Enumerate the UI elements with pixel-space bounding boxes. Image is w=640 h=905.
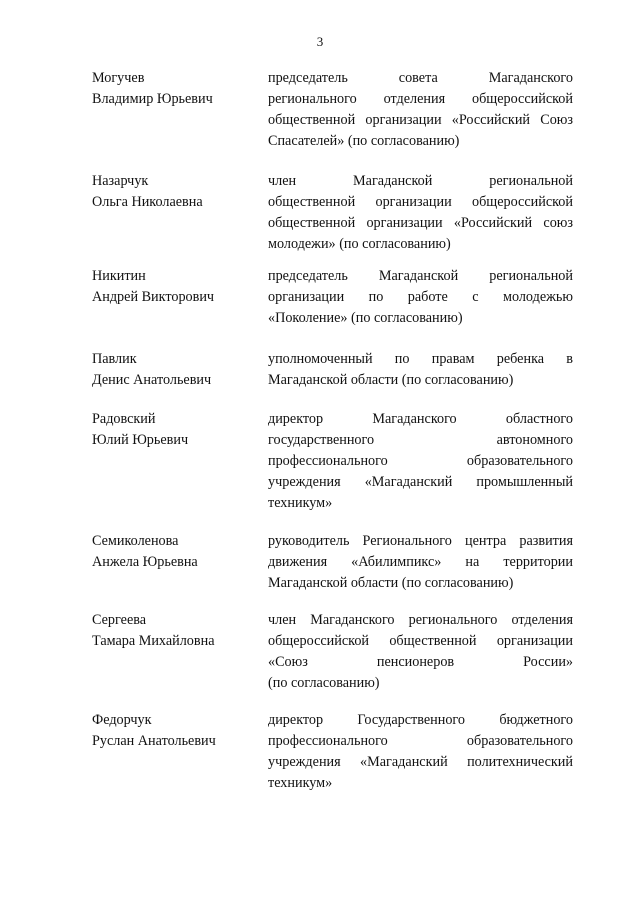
member-role (268, 710, 573, 794)
role-line: общественной организации «Российский Союз (268, 112, 573, 128)
role-line: директор Государственного бюджетного (268, 712, 573, 728)
member-role (268, 349, 573, 391)
member-surname: Сергеева (92, 612, 147, 628)
member-given-names: Руслан Анатольевич (92, 733, 216, 749)
member-surname: Никитин (92, 268, 146, 284)
member-role (268, 531, 573, 594)
member-surname: Федорчук (92, 712, 152, 728)
member-given-names: Денис Анатольевич (92, 372, 212, 388)
role-line: техникум» (268, 775, 333, 791)
member-role (268, 610, 573, 694)
role-line: общественной организации общероссийской (268, 194, 573, 210)
role-line: «Поколение» (по согласованию) (268, 310, 463, 326)
member-given-names: Владимир Юрьевич (92, 91, 213, 107)
member-given-names: Юлий Юрьевич (92, 432, 189, 448)
role-line: (по согласованию) (268, 675, 380, 691)
member-surname: Семиколенова (92, 533, 179, 549)
role-line: общероссийской общественной организации (268, 633, 573, 649)
member-role (268, 171, 573, 255)
member-name (92, 710, 252, 752)
role-line: член Магаданской региональной (268, 173, 573, 189)
member-name (92, 409, 252, 451)
role-line: Магаданской области (по согласованию) (268, 575, 514, 591)
role-line: движения «Абилимпикс» на территории (268, 554, 573, 570)
role-line: член Магаданского регионального отделения (268, 612, 573, 628)
member-name (92, 266, 252, 308)
role-line: председатель совета Магаданского (268, 70, 573, 86)
role-line: руководитель Регионального центра развития (268, 533, 573, 549)
role-line: профессионального образовательного (268, 733, 573, 749)
role-line: техникум» (268, 495, 333, 511)
role-line: «Союз пенсионеров России» (268, 654, 573, 670)
member-role (268, 266, 573, 329)
role-line: учреждения «Магаданский политехнический (268, 754, 573, 770)
member-surname: Павлик (92, 351, 137, 367)
member-role (268, 409, 573, 514)
member-name (92, 171, 252, 213)
role-line: уполномоченный по правам ребенка в (268, 351, 573, 367)
role-line: государственного автономного (268, 432, 573, 448)
member-role (268, 68, 573, 152)
role-line: Спасателей» (по согласованию) (268, 133, 460, 149)
role-line: учреждения «Магаданский промышленный (268, 474, 573, 490)
member-given-names: Андрей Викторович (92, 289, 215, 305)
role-line: председатель Магаданской региональной (268, 268, 573, 284)
member-given-names: Анжела Юрьевна (92, 554, 198, 570)
role-line: общественной организации «Российский союз (268, 215, 573, 231)
role-line: профессионального образовательного (268, 453, 573, 469)
member-name (92, 531, 252, 573)
member-given-names: Ольга Николаевна (92, 194, 203, 210)
member-name (92, 68, 252, 110)
role-line: регионального отделения общероссийской (268, 91, 573, 107)
page-number: 3 (316, 34, 324, 49)
member-surname: Могучев (92, 70, 145, 86)
role-line: молодежи» (по согласованию) (268, 236, 451, 252)
member-name (92, 349, 252, 391)
member-surname: Радовский (92, 411, 156, 427)
role-line: директор Магаданского областного (268, 411, 573, 427)
member-surname: Назарчук (92, 173, 149, 189)
role-line: Магаданской области (по согласованию) (268, 372, 514, 388)
member-given-names: Тамара Михайловна (92, 633, 215, 649)
role-line: организации по работе с молодежью (268, 289, 573, 305)
member-name (92, 610, 252, 652)
